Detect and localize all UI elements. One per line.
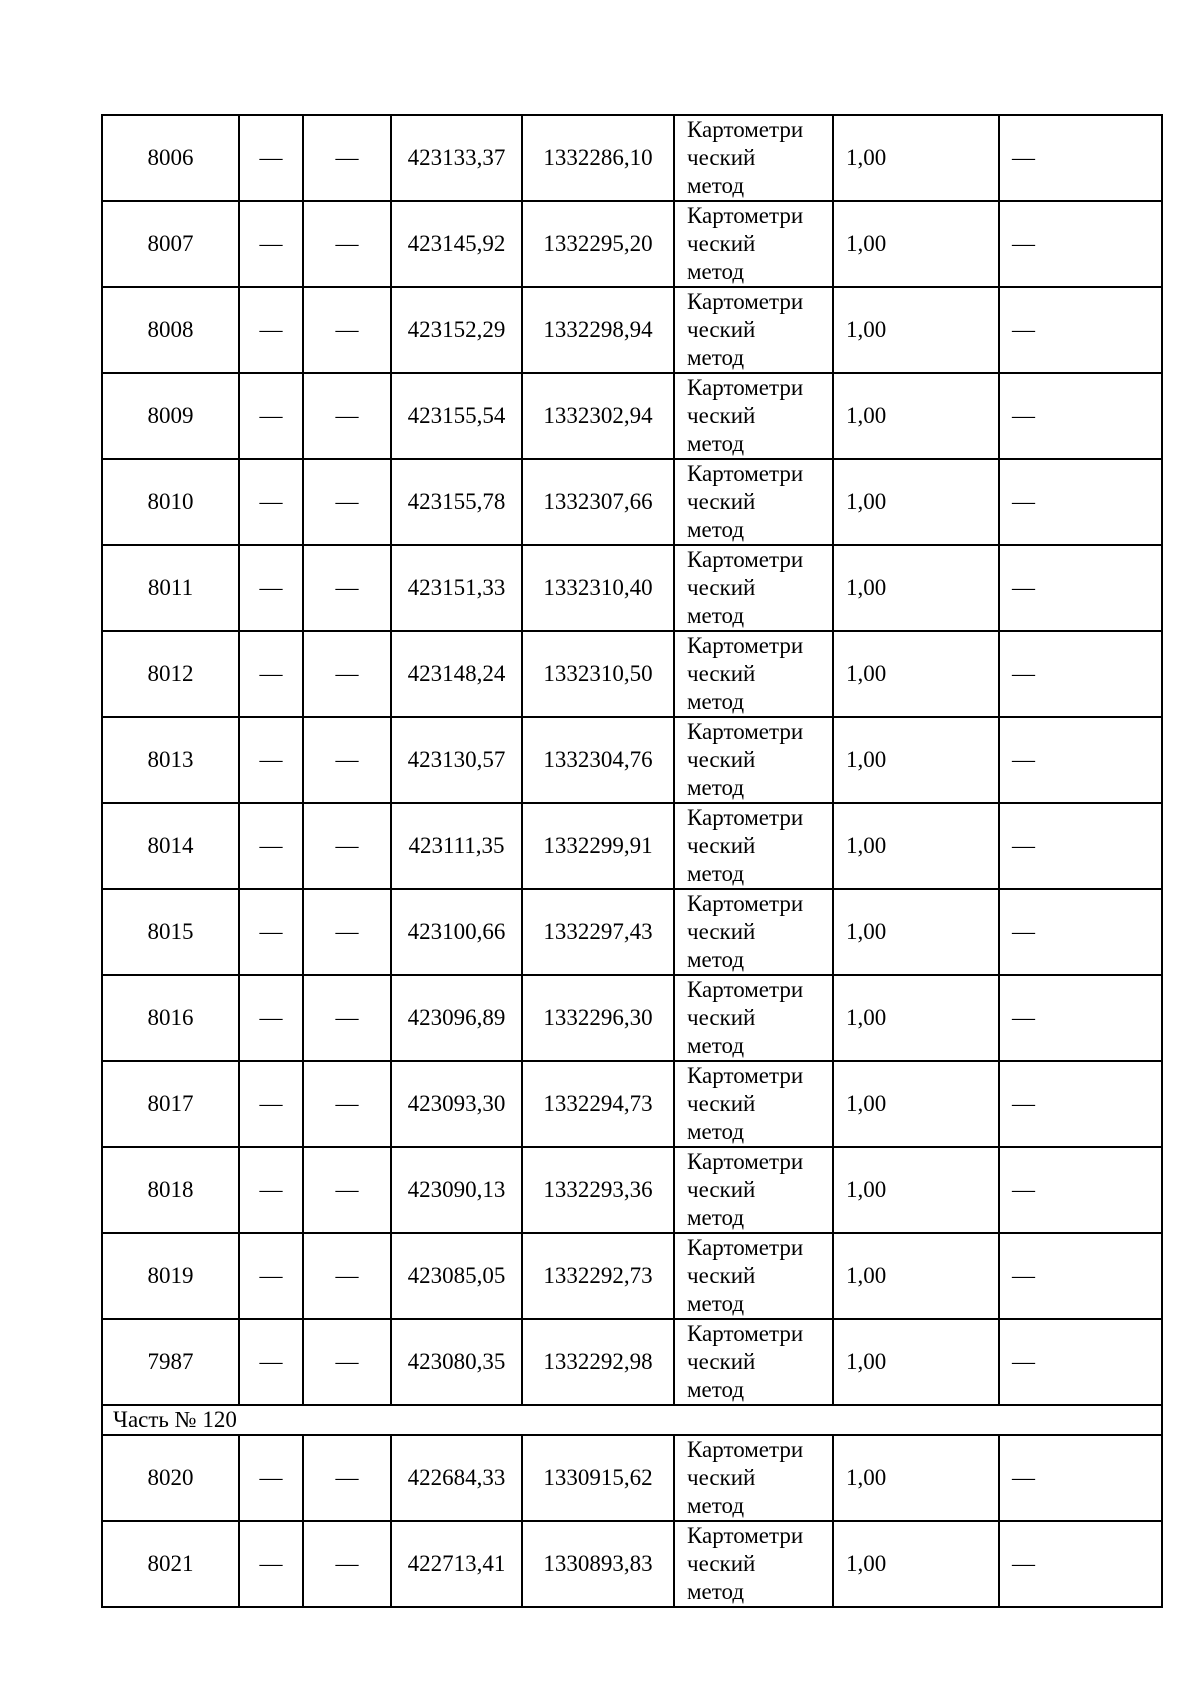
description-cell: —: [999, 115, 1162, 201]
point-number-cell: 8006: [102, 115, 239, 201]
method-text: Картометри ческий метод: [687, 1437, 804, 1518]
description-cell: —: [999, 889, 1162, 975]
point-number-cell: 8017: [102, 1061, 239, 1147]
point-number-cell: 8013: [102, 717, 239, 803]
dash-cell: —: [303, 975, 391, 1061]
dash-cell: —: [303, 115, 391, 201]
method-text: Картометри ческий метод: [687, 977, 804, 1058]
method-text: Картометри ческий метод: [687, 117, 804, 198]
point-number-cell: 8014: [102, 803, 239, 889]
y-coordinate-cell: 1332310,40: [522, 545, 674, 631]
method-cell: [674, 717, 833, 803]
method-cell: [674, 287, 833, 373]
table-row: [102, 115, 1162, 201]
x-coordinate-cell: 423100,66: [391, 889, 522, 975]
dash-cell: —: [303, 1061, 391, 1147]
accuracy-cell: 1,00: [833, 1521, 999, 1607]
method-text: Картометри ческий метод: [687, 719, 804, 800]
point-number-cell: 8020: [102, 1435, 239, 1521]
table-row: [102, 1061, 1162, 1147]
dash-cell: —: [239, 1521, 303, 1607]
method-text: Картометри ческий метод: [687, 375, 804, 456]
accuracy-cell: 1,00: [833, 975, 999, 1061]
y-coordinate-cell: 1332304,76: [522, 717, 674, 803]
point-number-cell: 8019: [102, 1233, 239, 1319]
description-cell: —: [999, 631, 1162, 717]
description-cell: —: [999, 1319, 1162, 1405]
x-coordinate-cell: 423130,57: [391, 717, 522, 803]
point-number-cell: 8018: [102, 1147, 239, 1233]
point-number-cell: 8015: [102, 889, 239, 975]
table-row: [102, 889, 1162, 975]
dash-cell: —: [239, 459, 303, 545]
description-cell: —: [999, 975, 1162, 1061]
method-text: Картометри ческий метод: [687, 1321, 804, 1402]
dash-cell: —: [303, 803, 391, 889]
method-text: Картометри ческий метод: [687, 289, 804, 370]
description-cell: —: [999, 545, 1162, 631]
table-body-part-b: [102, 1435, 1162, 1607]
method-cell: [674, 1233, 833, 1319]
x-coordinate-cell: 422684,33: [391, 1435, 522, 1521]
method-text: Картометри ческий метод: [687, 1149, 804, 1230]
description-cell: —: [999, 803, 1162, 889]
dash-cell: —: [303, 1435, 391, 1521]
accuracy-cell: 1,00: [833, 717, 999, 803]
accuracy-cell: 1,00: [833, 1319, 999, 1405]
x-coordinate-cell: 423148,24: [391, 631, 522, 717]
table-row: [102, 1319, 1162, 1405]
point-number-cell: 7987: [102, 1319, 239, 1405]
table-row: [102, 631, 1162, 717]
accuracy-cell: 1,00: [833, 1435, 999, 1521]
table-row: [102, 1233, 1162, 1319]
y-coordinate-cell: 1332310,50: [522, 631, 674, 717]
point-number-cell: 8009: [102, 373, 239, 459]
accuracy-cell: 1,00: [833, 1147, 999, 1233]
method-text: Картометри ческий метод: [687, 1523, 804, 1604]
dash-cell: —: [303, 1233, 391, 1319]
dash-cell: —: [239, 201, 303, 287]
accuracy-cell: 1,00: [833, 287, 999, 373]
dash-cell: —: [303, 631, 391, 717]
method-cell: [674, 545, 833, 631]
dash-cell: —: [239, 1147, 303, 1233]
description-cell: —: [999, 201, 1162, 287]
x-coordinate-cell: 423080,35: [391, 1319, 522, 1405]
dash-cell: —: [303, 459, 391, 545]
x-coordinate-cell: 423155,78: [391, 459, 522, 545]
section-label: Часть № 120: [102, 1405, 1162, 1435]
accuracy-cell: 1,00: [833, 373, 999, 459]
accuracy-cell: 1,00: [833, 803, 999, 889]
description-cell: —: [999, 1061, 1162, 1147]
x-coordinate-cell: 423151,33: [391, 545, 522, 631]
accuracy-cell: 1,00: [833, 889, 999, 975]
coordinates-table: [101, 114, 1163, 1608]
table-row: [102, 803, 1162, 889]
description-cell: —: [999, 1147, 1162, 1233]
dash-cell: —: [303, 1521, 391, 1607]
table-row: [102, 1435, 1162, 1521]
dash-cell: —: [303, 889, 391, 975]
x-coordinate-cell: 423152,29: [391, 287, 522, 373]
accuracy-cell: 1,00: [833, 1061, 999, 1147]
y-coordinate-cell: 1332294,73: [522, 1061, 674, 1147]
dash-cell: —: [303, 287, 391, 373]
point-number-cell: 8007: [102, 201, 239, 287]
x-coordinate-cell: 423085,05: [391, 1233, 522, 1319]
y-coordinate-cell: 1330893,83: [522, 1521, 674, 1607]
description-cell: —: [999, 1435, 1162, 1521]
table-row: [102, 201, 1162, 287]
method-cell: [674, 975, 833, 1061]
y-coordinate-cell: 1330915,62: [522, 1435, 674, 1521]
method-cell: [674, 1147, 833, 1233]
accuracy-cell: 1,00: [833, 201, 999, 287]
dash-cell: —: [239, 1061, 303, 1147]
method-cell: [674, 631, 833, 717]
method-cell: [674, 201, 833, 287]
dash-cell: —: [239, 1319, 303, 1405]
method-text: Картометри ческий метод: [687, 547, 804, 628]
dash-cell: —: [239, 1435, 303, 1521]
x-coordinate-cell: 423090,13: [391, 1147, 522, 1233]
method-text: Картометри ческий метод: [687, 1063, 804, 1144]
dash-cell: —: [303, 1147, 391, 1233]
description-cell: —: [999, 717, 1162, 803]
dash-cell: —: [239, 287, 303, 373]
method-cell: [674, 1435, 833, 1521]
x-coordinate-cell: 423155,54: [391, 373, 522, 459]
method-text: Картометри ческий метод: [687, 805, 804, 886]
dash-cell: —: [239, 975, 303, 1061]
table-row: [102, 717, 1162, 803]
x-coordinate-cell: 423096,89: [391, 975, 522, 1061]
table-row: [102, 545, 1162, 631]
y-coordinate-cell: 1332296,30: [522, 975, 674, 1061]
y-coordinate-cell: 1332292,98: [522, 1319, 674, 1405]
dash-cell: —: [239, 803, 303, 889]
method-cell: [674, 1521, 833, 1607]
y-coordinate-cell: 1332293,36: [522, 1147, 674, 1233]
method-cell: [674, 1319, 833, 1405]
y-coordinate-cell: 1332307,66: [522, 459, 674, 545]
x-coordinate-cell: 423093,30: [391, 1061, 522, 1147]
dash-cell: —: [303, 545, 391, 631]
accuracy-cell: 1,00: [833, 115, 999, 201]
x-coordinate-cell: 423111,35: [391, 803, 522, 889]
point-number-cell: 8012: [102, 631, 239, 717]
method-cell: [674, 459, 833, 545]
point-number-cell: 8011: [102, 545, 239, 631]
table-row: [102, 1521, 1162, 1607]
table-row: [102, 459, 1162, 545]
method-text: Картометри ческий метод: [687, 203, 804, 284]
x-coordinate-cell: 423145,92: [391, 201, 522, 287]
method-text: Картометри ческий метод: [687, 461, 804, 542]
method-text: Картометри ческий метод: [687, 891, 804, 972]
method-text: Картометри ческий метод: [687, 1235, 804, 1316]
method-cell: [674, 115, 833, 201]
description-cell: —: [999, 1521, 1162, 1607]
y-coordinate-cell: 1332292,73: [522, 1233, 674, 1319]
description-cell: —: [999, 459, 1162, 545]
dash-cell: —: [303, 717, 391, 803]
dash-cell: —: [239, 631, 303, 717]
accuracy-cell: 1,00: [833, 459, 999, 545]
table-row: [102, 287, 1162, 373]
dash-cell: —: [239, 717, 303, 803]
method-cell: [674, 373, 833, 459]
y-coordinate-cell: 1332299,91: [522, 803, 674, 889]
description-cell: —: [999, 287, 1162, 373]
dash-cell: —: [239, 1233, 303, 1319]
y-coordinate-cell: 1332297,43: [522, 889, 674, 975]
accuracy-cell: 1,00: [833, 631, 999, 717]
y-coordinate-cell: 1332295,20: [522, 201, 674, 287]
dash-cell: —: [239, 545, 303, 631]
method-cell: [674, 803, 833, 889]
section-header-row: [102, 1405, 1162, 1435]
description-cell: —: [999, 373, 1162, 459]
table-row: [102, 975, 1162, 1061]
point-number-cell: 8008: [102, 287, 239, 373]
y-coordinate-cell: 1332302,94: [522, 373, 674, 459]
point-number-cell: 8021: [102, 1521, 239, 1607]
dash-cell: —: [303, 1319, 391, 1405]
y-coordinate-cell: 1332286,10: [522, 115, 674, 201]
section-body: [102, 1405, 1162, 1435]
y-coordinate-cell: 1332298,94: [522, 287, 674, 373]
dash-cell: —: [303, 201, 391, 287]
method-cell: [674, 1061, 833, 1147]
method-cell: [674, 889, 833, 975]
x-coordinate-cell: 423133,37: [391, 115, 522, 201]
description-cell: —: [999, 1233, 1162, 1319]
dash-cell: —: [303, 373, 391, 459]
dash-cell: —: [239, 115, 303, 201]
dash-cell: —: [239, 889, 303, 975]
table-row: [102, 1147, 1162, 1233]
method-text: Картометри ческий метод: [687, 633, 804, 714]
accuracy-cell: 1,00: [833, 545, 999, 631]
table-body-part-a: [102, 115, 1162, 1405]
dash-cell: —: [239, 373, 303, 459]
accuracy-cell: 1,00: [833, 1233, 999, 1319]
point-number-cell: 8016: [102, 975, 239, 1061]
table-row: [102, 373, 1162, 459]
x-coordinate-cell: 422713,41: [391, 1521, 522, 1607]
point-number-cell: 8010: [102, 459, 239, 545]
